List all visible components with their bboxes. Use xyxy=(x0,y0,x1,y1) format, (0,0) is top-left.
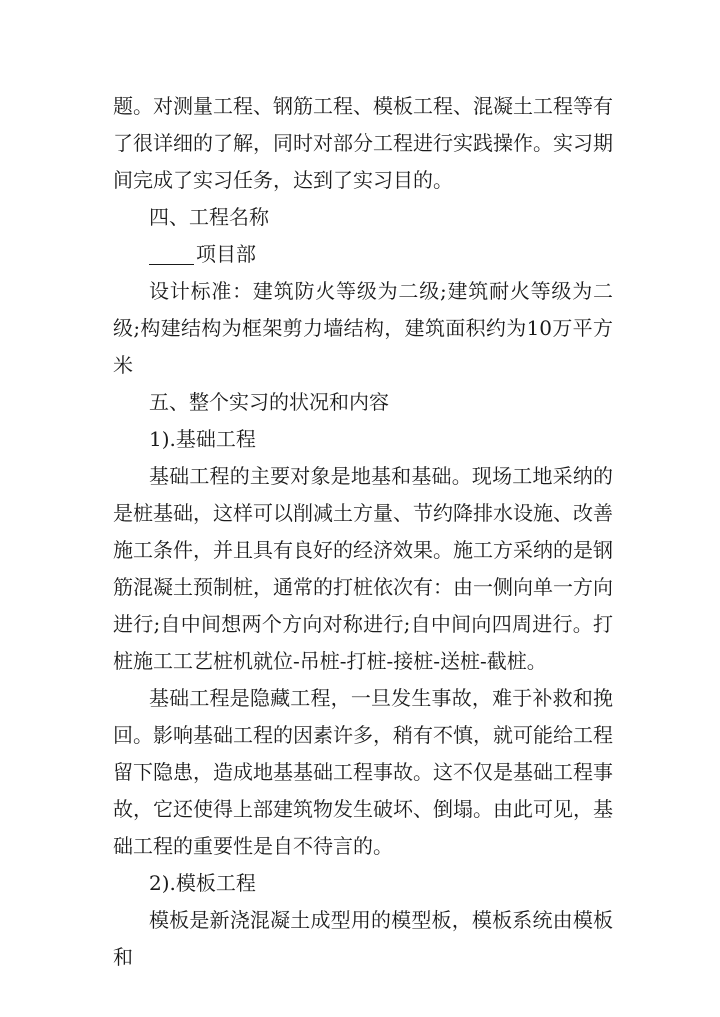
fill-in-blank xyxy=(149,240,194,265)
project-department-label: 项目部 xyxy=(196,242,256,266)
paragraph-foundation-description: 基础工程的主要对象是地基和基础。现场工地采纳的是桩基础，这样可以削减土方量、节约降排水设施、改善施工条件，并且具有良好的经济效果。施工方采纳的是钢筋混凝土预制桩，通常的打桩依次有：由一侧向单一方向进行;自中间想两个方向对称进行;自中间向四周进行。打桩施工工艺桩机就位-吊桩-打桩-接桩-送桩-截桩。 xyxy=(113,464,613,673)
project-department-line xyxy=(113,236,613,273)
paragraph-design-standard: 设计标准：建筑防火等级为二级;建筑耐火等级为二级;构建结构为框架剪力墙结构，建筑面积约为10万平方米 xyxy=(113,279,613,377)
subheading-formwork-engineering: 2).模板工程 xyxy=(149,871,256,895)
section-heading-project-name: 四、工程名称 xyxy=(149,205,269,229)
paragraph-formwork-description: 模板是新浇混凝土成型用的模型板，模板系统由模板和 xyxy=(113,908,613,969)
paragraph-foundation-importance: 基础工程是隐藏工程，一旦发生事故，难于补救和挽回。影响基础工程的因素许多，稍有不慎，就可能给工程留下隐患，造成地基基础工程事故。这不仅是基础工程事故，它还使得上部建筑物发生破坏、倒塌。由此可见，基础工程的重要性是自不待言的。 xyxy=(113,686,613,858)
subheading-foundation-engineering: 1).基础工程 xyxy=(149,427,256,451)
document-body xyxy=(113,88,613,976)
paragraph-continuation: 题。对测量工程、钢筋工程、模板工程、混凝土工程等有了很详细的了解，同时对部分工程进行实践操作。实习期间完成了实习任务，达到了实习目的。 xyxy=(113,94,613,192)
section-heading-internship-content: 五、整个实习的状况和内容 xyxy=(149,390,389,414)
